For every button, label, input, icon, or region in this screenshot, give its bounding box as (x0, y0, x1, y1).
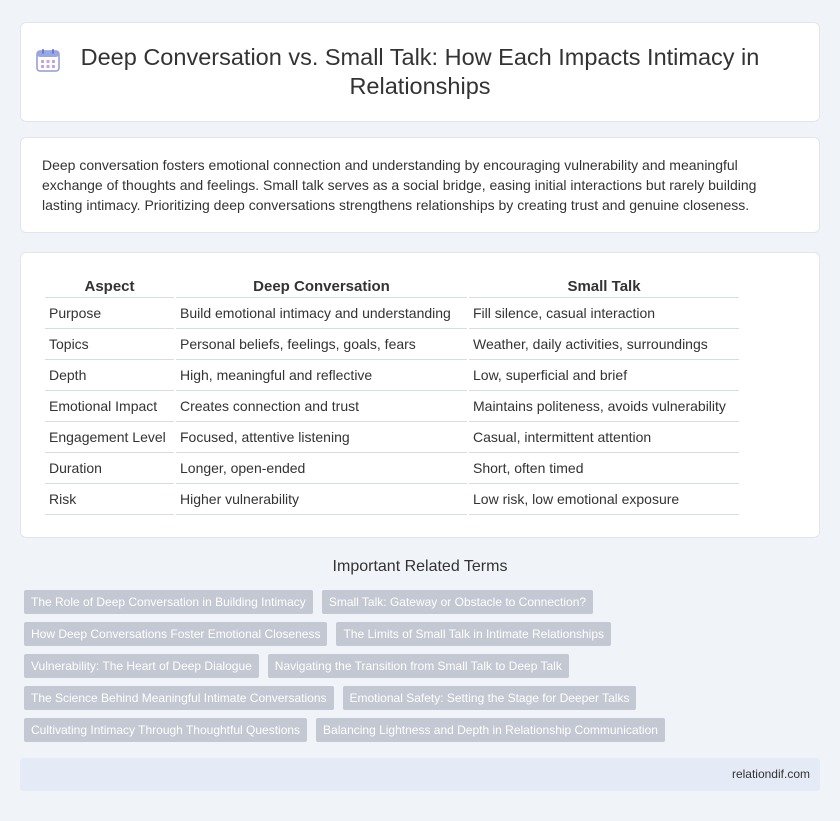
tag-row (24, 686, 784, 710)
table-cell: Build emotional intimacy and understanding (176, 298, 467, 329)
table-row (45, 298, 739, 329)
table-cell: Low risk, low emotional exposure (469, 484, 739, 515)
table-cell: Casual, intermittent attention (469, 422, 739, 453)
tag-row (24, 718, 784, 742)
table-cell: Depth (45, 360, 174, 391)
related-term-tag[interactable]: Vulnerability: The Heart of Deep Dialogue (24, 654, 259, 678)
table-cell: Emotional Impact (45, 391, 174, 422)
table-row (45, 329, 739, 360)
table-cell: High, meaningful and reflective (176, 360, 467, 391)
header-deep-conversation: Deep Conversation (176, 275, 467, 298)
table-cell: Fill silence, casual interaction (469, 298, 739, 329)
table-cell: Short, often timed (469, 453, 739, 484)
header-card (20, 22, 820, 122)
tag-row (24, 590, 784, 614)
table-cell: Maintains politeness, avoids vulnerability (469, 391, 739, 422)
related-terms-title: Important Related Terms (332, 558, 508, 575)
table-cell: Purpose (45, 298, 174, 329)
comparison-table (43, 275, 741, 515)
intro-card (20, 137, 820, 233)
related-term-tag[interactable]: The Role of Deep Conversation in Building Intimacy (24, 590, 313, 614)
table-cell: Duration (45, 453, 174, 484)
tag-row (24, 654, 784, 678)
table-row (45, 391, 739, 422)
table-cell: Longer, open-ended (176, 453, 467, 484)
related-terms-list (24, 590, 784, 750)
table-cell: Personal beliefs, feelings, goals, fears (176, 329, 467, 360)
page-title: Deep Conversation vs. Small Talk: How Each Impacts Intimacy in Relationships (80, 44, 760, 99)
table-cell: Higher vulnerability (176, 484, 467, 515)
comparison-table-card (20, 252, 820, 538)
related-term-tag[interactable]: How Deep Conversations Foster Emotional Closeness (24, 622, 327, 646)
tag-row (24, 622, 784, 646)
table-row (45, 453, 739, 484)
related-term-tag[interactable]: Balancing Lightness and Depth in Relationship Communication (316, 718, 665, 742)
table-cell: Weather, daily activities, surroundings (469, 329, 739, 360)
related-term-tag[interactable]: Small Talk: Gateway or Obstacle to Connection? (322, 590, 593, 614)
table-row (45, 484, 739, 515)
table-row (45, 422, 739, 453)
table-header-row (45, 275, 739, 298)
calendar-icon (35, 47, 61, 73)
table-cell: Creates connection and trust (176, 391, 467, 422)
related-term-tag[interactable]: The Science Behind Meaningful Intimate Conversations (24, 686, 334, 710)
table-cell: Low, superficial and brief (469, 360, 739, 391)
related-term-tag[interactable]: Emotional Safety: Setting the Stage for Deeper Talks (343, 686, 637, 710)
related-term-tag[interactable]: Cultivating Intimacy Through Thoughtful Questions (24, 718, 307, 742)
header-small-talk: Small Talk (469, 275, 739, 298)
table-row (45, 360, 739, 391)
footer (20, 758, 820, 791)
related-term-tag[interactable]: Navigating the Transition from Small Talk to Deep Talk (268, 654, 569, 678)
table-cell: Focused, attentive listening (176, 422, 467, 453)
header-aspect: Aspect (45, 275, 174, 298)
related-term-tag[interactable]: The Limits of Small Talk in Intimate Relationships (336, 622, 611, 646)
table-cell: Engagement Level (45, 422, 174, 453)
intro-paragraph: Deep conversation fosters emotional connection and understanding by encouraging vulnerability and meaningful exchange of thoughts and feelings. Small talk serves as a social bridge, easing initial interactions but rarely building lasting intimacy. Prioritizing deep conversations strengthens relationships by creating trust and genuine closeness. (42, 157, 757, 213)
table-cell: Topics (45, 329, 174, 360)
table-cell: Risk (45, 484, 174, 515)
site-name-link[interactable]: relationdif.com (731, 767, 810, 781)
